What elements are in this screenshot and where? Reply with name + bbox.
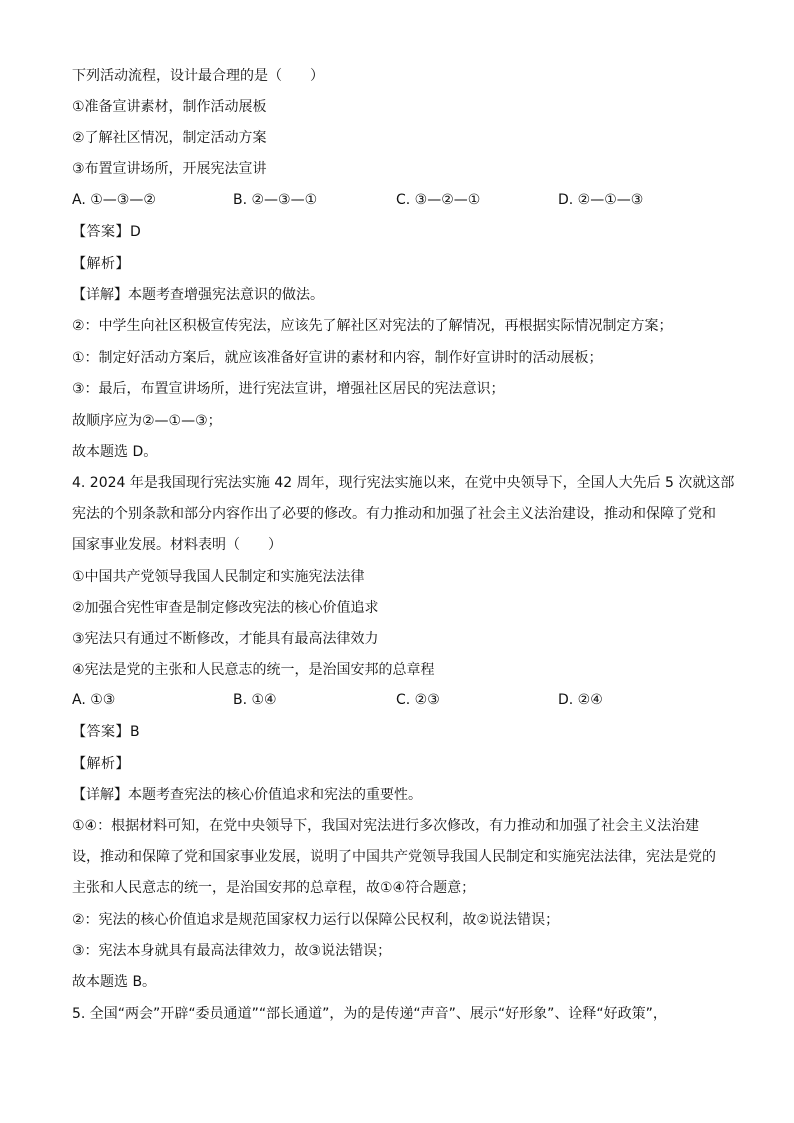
q4-item-3: ③宪法只有通过不断修改，才能具有最高法律效力 xyxy=(72,631,379,647)
q3-detail: 【详解】本题考查增强宪法意识的做法。 xyxy=(72,287,324,303)
q3-conclusion: 故本题选 D。 xyxy=(72,444,158,460)
q4-explanation-line: ①④：根据材料可知，在党中央领导下，我国对宪法进行多次修改，有力推动和加强了社会主义法治建 xyxy=(72,818,700,834)
q4-option-d: D. ②④ xyxy=(558,692,603,708)
q5-stem: 5. 全国“两会”开辟“委员通道”“部长通道”，为的是传递“声音”、展示“好形象”、诠释“好政策”， xyxy=(72,1006,667,1022)
q4-option-c: C. ②③ xyxy=(396,692,440,708)
q3-item-1: ①准备宣讲素材，制作活动展板 xyxy=(72,99,267,115)
q4-item-1: ①中国共产党领导我国人民制定和实施宪法法律 xyxy=(72,569,365,585)
q3-item-2: ②了解社区情况，制定活动方案 xyxy=(72,130,267,146)
q3-explanation-line: ②：中学生向社区积极宣传宪法，应该先了解社区对宪法的了解情况，再根据实际情况制定方案； xyxy=(72,318,673,334)
q4-stem-line: 宪法的个别条款和部分内容作出了必要的修改。有力推动和加强了社会主义法治建设，推动和保障了党和 xyxy=(72,506,716,522)
q4-detail: 【详解】本题考查宪法的核心价值追求和宪法的重要性。 xyxy=(72,787,422,803)
q4-option-b: B. ①④ xyxy=(233,692,277,708)
q4-explanation-line: ②：宪法的核心价值追求是规范国家权力运行以保障公民权利，故②说法错误； xyxy=(72,912,560,928)
q3-option-d: D. ②—①—③ xyxy=(558,192,644,208)
q4-explanation-line: 设，推动和保障了党和国家事业发展，说明了中国共产党领导我国人民制定和实施宪法法律，宪法是党的 xyxy=(72,849,716,865)
q4-stem-line: 4. 2024 年是我国现行宪法实施 42 周年，现行宪法实施以来，在党中央领导下，全国人大先后 5 次就这部 xyxy=(72,475,735,491)
q4-stem-line: 国家事业发展。材料表明（ ） xyxy=(72,537,282,553)
q3-explanation-line: ③：最后，布置宣讲场所，进行宪法宣讲，增强社区居民的宪法意识； xyxy=(72,381,505,397)
q3-stem: 下列活动流程，设计最合理的是（ ） xyxy=(72,68,324,84)
q3-option-c: C. ③—②—① xyxy=(396,192,481,208)
q4-conclusion: 故本题选 B。 xyxy=(72,974,157,990)
q3-explanation-line: ①：制定好活动方案后，就应该准备好宣讲的素材和内容，制作好宣讲时的活动展板； xyxy=(72,350,603,366)
q4-analysis-heading: 【解析】 xyxy=(72,756,130,772)
q3-item-3: ③布置宣讲场所，开展宪法宣讲 xyxy=(72,161,267,177)
q4-explanation-line: ③：宪法本身就具有最高法律效力，故③说法错误； xyxy=(72,943,392,959)
q4-answer: 【答案】B xyxy=(72,724,141,740)
q4-item-4: ④宪法是党的主张和人民意志的统一，是治国安邦的总章程 xyxy=(72,662,435,678)
q3-explanation-line: 故顺序应为②—①—③； xyxy=(72,413,222,429)
q3-answer: 【答案】D xyxy=(72,224,142,240)
q3-option-a: A. ①—③—② xyxy=(72,192,156,208)
q3-option-b: B. ②—③—① xyxy=(233,192,318,208)
q4-item-2: ②加强合宪性审查是制定修改宪法的核心价值追求 xyxy=(72,600,379,616)
q3-analysis-heading: 【解析】 xyxy=(72,256,130,272)
q4-explanation-line: 主张和人民意志的统一，是治国安邦的总章程，故①④符合题意； xyxy=(72,880,476,896)
q4-option-a: A. ①③ xyxy=(72,692,116,708)
